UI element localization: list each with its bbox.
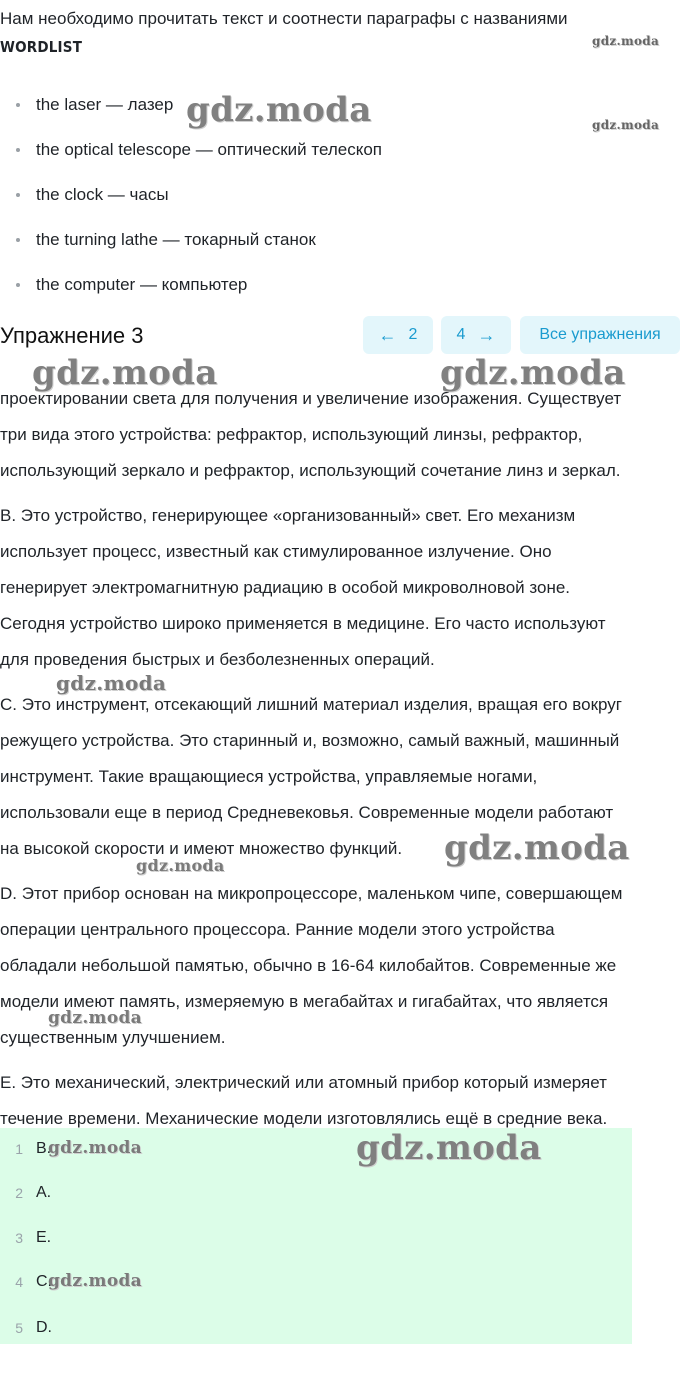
next-exercise-button[interactable] xyxy=(441,316,511,354)
paragraph-d: D. Этот прибор основан на микропроцессоре, маленьком чипе, совершающем операции центрального процессора. Ранние модели этого устройства обладали небольшой памятью, обычно в 16-64 килобайтов. Современные же модели имеют память, измеряемую в мегабайтах и гигабайтах, что является существенным улучшением. xyxy=(0,884,623,1047)
wordlist-item-label: the clock — часы xyxy=(36,184,169,204)
answer-row xyxy=(0,1223,51,1253)
answer-value: B. xyxy=(36,1140,52,1157)
wordlist-title: WORDLIST xyxy=(0,38,83,56)
answer-value: E. xyxy=(36,1229,52,1246)
watermark: gdz.moda xyxy=(136,856,225,875)
answer-row xyxy=(0,1313,52,1343)
list-item xyxy=(16,127,382,172)
paragraph-a: проектировании света для получения и увеличение изображения. Существует три вида этого устройства: рефрактор, использующий линзы, рефрактор, использующий зеркало и рефрактор, использующий сочетание линз и зеркал. xyxy=(0,389,622,480)
watermark: gdz.moda xyxy=(56,671,167,695)
answer-number: 1 xyxy=(15,1141,23,1157)
watermark: gdz.moda xyxy=(444,828,630,868)
watermark: gdz.moda xyxy=(592,34,660,48)
exercise-title: Упражнение 3 xyxy=(0,323,144,348)
watermark: gdz.moda xyxy=(32,353,218,393)
arrow-right-icon: → xyxy=(477,325,496,345)
watermark: gdz.moda xyxy=(356,1128,542,1168)
paragraph-c: C. Это инструмент, отсекающий лишний материал изделия, вращая его вокруг режущего устройства. Это старинный и, возможно, самый важный, машинный инструмент. Такие вращающиеся устройства, управляемые ногами, использовали еще в период Средневековья. Современные модели работают на высокой скорости и имеют множество функций. xyxy=(0,695,622,858)
answer-number: 2 xyxy=(15,1185,23,1201)
watermark: gdz.moda xyxy=(48,1271,142,1291)
arrow-left-icon: ← xyxy=(378,325,397,345)
list-item xyxy=(16,172,382,217)
watermark: gdz.moda xyxy=(440,353,626,393)
all-exercises-label: Все упражнения xyxy=(539,326,661,343)
all-exercises-button[interactable] xyxy=(520,316,680,354)
answer-number: 3 xyxy=(15,1230,23,1246)
wordlist-item-label: the laser — лазер xyxy=(36,94,174,114)
watermark: gdz.moda xyxy=(48,1008,142,1028)
wordlist-item-label: the optical telescope — оптический телескоп xyxy=(36,139,382,159)
prev-exercise-label: 2 xyxy=(408,326,418,343)
intro-text: Нам необходимо прочитать текст и соотнести параграфы с названиями xyxy=(0,9,568,28)
prev-exercise-button[interactable] xyxy=(363,316,433,354)
exercise-header xyxy=(0,316,680,356)
bullet-icon xyxy=(16,283,20,287)
answer-value: D. xyxy=(36,1319,52,1336)
watermark: gdz.moda xyxy=(186,90,372,130)
list-item xyxy=(16,217,382,262)
paragraph-b: B. Это устройство, генерирующее «организованный» свет. Его механизм использует процесс, известный как стимулированное излучение. Оно генерирует электромагнитную радиацию в особой микроволновой зоне. Сегодня устройство широко применяется в медицине. Его часто используют для проведения быстрых и безболезненных операций. xyxy=(0,506,606,669)
next-exercise-label: 4 xyxy=(456,326,466,343)
bullet-icon xyxy=(16,103,20,107)
answer-row xyxy=(0,1178,51,1208)
bullet-icon xyxy=(16,148,20,152)
paragraph-e: E. Это механический, электрический или атомный прибор который измеряет течение времени. Механические модели изготовлялись ещё в средние века. xyxy=(0,1073,608,1128)
answer-value: A. xyxy=(36,1184,52,1201)
wordlist-item-label: the turning lathe — токарный станок xyxy=(36,229,316,249)
wordlist-item-label: the computer — компьютер xyxy=(36,274,248,294)
answer-number: 5 xyxy=(15,1320,23,1336)
list-item xyxy=(16,262,382,307)
answer-row xyxy=(0,1134,51,1164)
answer-row xyxy=(0,1267,52,1297)
bullet-icon xyxy=(16,193,20,197)
answer-number: 4 xyxy=(15,1274,23,1290)
bullet-icon xyxy=(16,238,20,242)
watermark: gdz.moda xyxy=(592,118,660,132)
watermark: gdz.moda xyxy=(48,1138,142,1158)
answer-value: C. xyxy=(36,1273,52,1290)
